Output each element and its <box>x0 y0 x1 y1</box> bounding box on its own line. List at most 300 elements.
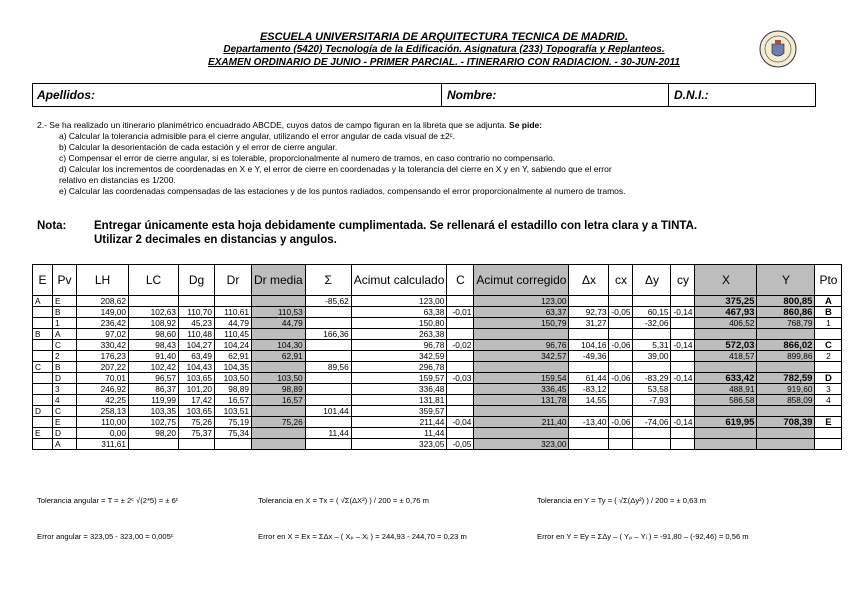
table-row <box>33 307 842 318</box>
table-cell[interactable]: -49,36 <box>569 351 609 362</box>
table-cell[interactable]: 104,43 <box>179 362 215 373</box>
table-cell[interactable]: -83,12 <box>569 384 609 395</box>
table-cell[interactable]: 296,78 <box>351 362 447 373</box>
table-cell[interactable]: 150,79 <box>474 318 569 329</box>
table-cell[interactable]: 97,02 <box>77 329 129 340</box>
column-header: Y <box>757 265 815 296</box>
table-cell[interactable]: E <box>815 417 842 428</box>
table-cell[interactable]: 176,23 <box>77 351 129 362</box>
table-cell[interactable]: 62,91 <box>215 351 252 362</box>
table-cell[interactable]: 110,70 <box>179 307 215 318</box>
table-row <box>33 417 842 428</box>
table-cell[interactable]: 42,25 <box>77 395 129 406</box>
table-cell[interactable] <box>671 406 695 417</box>
table-cell[interactable]: 633,42 <box>695 373 757 384</box>
table-cell[interactable]: -0,14 <box>671 307 695 318</box>
table-cell[interactable] <box>474 329 569 340</box>
table-cell[interactable]: 44,79 <box>215 318 252 329</box>
table-cell[interactable]: 44,79 <box>252 318 306 329</box>
question-item: relativo en distancias es 1/200. <box>59 175 176 185</box>
column-header: Δy <box>633 265 671 296</box>
table-row <box>33 406 842 417</box>
table-cell[interactable]: 110,45 <box>215 329 252 340</box>
table-cell[interactable]: A <box>815 296 842 307</box>
table-cell[interactable] <box>252 428 306 439</box>
table-cell[interactable]: 92,73 <box>569 307 609 318</box>
table-cell[interactable]: 75,26 <box>252 417 306 428</box>
table-cell[interactable]: E <box>53 296 77 307</box>
table-cell[interactable] <box>305 439 351 450</box>
table-cell[interactable]: 16,57 <box>215 395 252 406</box>
table-cell[interactable]: 102,42 <box>129 362 179 373</box>
table-cell[interactable] <box>671 384 695 395</box>
error-y: Error en Y = Ey = ΣΔy – ( Yₚ – Yᵢ ) = -91,80 – (-92,46) = 0,56 m <box>537 532 749 541</box>
table-cell[interactable]: C <box>53 406 77 417</box>
table-cell[interactable] <box>252 439 306 450</box>
table-cell[interactable]: 102,75 <box>129 417 179 428</box>
table-cell[interactable]: 98,60 <box>129 329 179 340</box>
table-cell[interactable]: 103,50 <box>252 373 306 384</box>
table-cell[interactable]: 311,61 <box>77 439 129 450</box>
table-cell[interactable] <box>609 362 633 373</box>
table-cell[interactable]: 418,57 <box>695 351 757 362</box>
table-cell[interactable]: 919,60 <box>757 384 815 395</box>
table-cell[interactable] <box>474 406 569 417</box>
table-cell[interactable] <box>305 307 351 318</box>
table-cell[interactable]: -0,04 <box>447 417 474 428</box>
table-cell[interactable]: -74,06 <box>633 417 671 428</box>
table-cell[interactable]: 3 <box>815 384 842 395</box>
table-row <box>33 351 842 362</box>
table-cell[interactable]: -0,06 <box>609 373 633 384</box>
table-cell[interactable] <box>569 428 609 439</box>
table-cell[interactable]: 768,79 <box>757 318 815 329</box>
table-cell[interactable] <box>305 318 351 329</box>
column-header: LC <box>129 265 179 296</box>
table-cell[interactable] <box>447 351 474 362</box>
table-cell[interactable]: 110,53 <box>252 307 306 318</box>
table-cell[interactable] <box>757 406 815 417</box>
question-intro: 2.- Se ha realizado un itinerario planimétrico encuadrado ABCDE, cuyos datos de campo figuran en la libreta que se adjunta. Se pide: <box>37 120 543 130</box>
table-cell[interactable] <box>305 351 351 362</box>
table-cell[interactable]: 323,05 <box>351 439 447 450</box>
table-cell[interactable]: A <box>53 329 77 340</box>
table-cell[interactable]: 14,55 <box>569 395 609 406</box>
column-header: Acimut corregido <box>474 265 569 296</box>
table-cell[interactable]: 619,95 <box>695 417 757 428</box>
table-cell[interactable]: 75,34 <box>215 428 252 439</box>
table-cell[interactable] <box>609 395 633 406</box>
table-cell[interactable] <box>569 329 609 340</box>
table-cell[interactable] <box>179 439 215 450</box>
table-cell[interactable]: 263,38 <box>351 329 447 340</box>
table-cell[interactable] <box>695 329 757 340</box>
table-cell[interactable]: 0,00 <box>77 428 129 439</box>
table-cell[interactable]: 53,58 <box>633 384 671 395</box>
table-cell[interactable]: 150,80 <box>351 318 447 329</box>
table-cell[interactable]: 70,01 <box>77 373 129 384</box>
table-cell[interactable] <box>757 428 815 439</box>
table-cell[interactable] <box>305 384 351 395</box>
table-cell[interactable]: 330,42 <box>77 340 129 351</box>
table-cell[interactable]: 45,23 <box>179 318 215 329</box>
table-cell[interactable] <box>671 395 695 406</box>
column-header: Σ <box>305 265 351 296</box>
table-cell[interactable]: 103,35 <box>129 406 179 417</box>
table-cell[interactable]: C <box>33 362 53 373</box>
table-cell[interactable]: E <box>33 428 53 439</box>
table-cell[interactable] <box>447 362 474 373</box>
table-cell[interactable] <box>609 406 633 417</box>
table-cell[interactable]: 75,19 <box>215 417 252 428</box>
table-cell[interactable] <box>757 439 815 450</box>
table-cell[interactable] <box>569 406 609 417</box>
table-cell[interactable] <box>305 340 351 351</box>
table-cell[interactable]: 1 <box>53 318 77 329</box>
table-cell[interactable]: 103,65 <box>179 373 215 384</box>
table-cell[interactable] <box>252 406 306 417</box>
table-cell[interactable] <box>474 362 569 373</box>
table-cell[interactable] <box>569 439 609 450</box>
table-cell[interactable]: D <box>33 406 53 417</box>
table-cell[interactable]: 17,42 <box>179 395 215 406</box>
table-cell[interactable] <box>33 307 53 318</box>
column-header: E <box>33 265 53 296</box>
table-cell[interactable]: 123,00 <box>474 296 569 307</box>
column-header: Pto <box>815 265 842 296</box>
table-cell[interactable]: 119,99 <box>129 395 179 406</box>
table-cell[interactable]: B <box>53 307 77 318</box>
table-cell[interactable] <box>671 362 695 373</box>
table-cell[interactable] <box>447 318 474 329</box>
table-cell[interactable]: -0,06 <box>609 417 633 428</box>
table-cell[interactable] <box>569 362 609 373</box>
table-cell[interactable]: 31,27 <box>569 318 609 329</box>
table-cell[interactable] <box>305 395 351 406</box>
question-item: a) Calcular la tolerancia admisible para el cierre angular, utilizando el error angular de cada visual de ±2ᶜ. <box>59 131 456 141</box>
table-cell[interactable] <box>33 318 53 329</box>
table-cell[interactable]: -85,62 <box>305 296 351 307</box>
table-cell[interactable]: -0,03 <box>447 373 474 384</box>
table-cell[interactable]: 104,27 <box>179 340 215 351</box>
table-cell[interactable]: 39,00 <box>633 351 671 362</box>
table-cell[interactable]: 101,20 <box>179 384 215 395</box>
table-cell[interactable]: -0,01 <box>447 307 474 318</box>
table-cell[interactable]: 2 <box>53 351 77 362</box>
table-cell[interactable] <box>447 296 474 307</box>
table-cell[interactable]: 342,59 <box>351 351 447 362</box>
table-cell[interactable]: 860,86 <box>757 307 815 318</box>
table-cell[interactable]: 131,78 <box>474 395 569 406</box>
table-cell[interactable]: A <box>53 439 77 450</box>
table-cell[interactable]: 101,44 <box>305 406 351 417</box>
table-cell[interactable]: 75,26 <box>179 417 215 428</box>
table-cell[interactable]: 336,45 <box>474 384 569 395</box>
table-cell[interactable]: 406,52 <box>695 318 757 329</box>
table-cell[interactable]: 323,00 <box>474 439 569 450</box>
question-list <box>59 131 626 197</box>
nota-label: Nota: <box>37 220 67 232</box>
table-cell[interactable] <box>252 329 306 340</box>
table-cell[interactable]: 108,92 <box>129 318 179 329</box>
table-cell[interactable] <box>633 362 671 373</box>
column-header: Pv <box>53 265 77 296</box>
table-cell[interactable]: 236,42 <box>77 318 129 329</box>
table-cell[interactable]: 708,39 <box>757 417 815 428</box>
table-row <box>33 329 842 340</box>
table-cell[interactable] <box>633 296 671 307</box>
table-cell[interactable] <box>33 439 53 450</box>
table-cell[interactable]: D <box>53 373 77 384</box>
table-cell[interactable] <box>695 428 757 439</box>
table-cell[interactable]: 166,36 <box>305 329 351 340</box>
table-cell[interactable]: 211,40 <box>474 417 569 428</box>
table-cell[interactable]: C <box>53 340 77 351</box>
table-cell[interactable] <box>447 384 474 395</box>
table-cell[interactable]: 86,37 <box>129 384 179 395</box>
table-cell[interactable]: 103,50 <box>215 373 252 384</box>
table-cell[interactable]: 110,61 <box>215 307 252 318</box>
table-cell[interactable]: 96,78 <box>351 340 447 351</box>
table-cell[interactable]: 5,31 <box>633 340 671 351</box>
table-cell[interactable]: 336,48 <box>351 384 447 395</box>
table-cell[interactable] <box>695 406 757 417</box>
table-cell[interactable]: 98,20 <box>129 428 179 439</box>
tolerancia-angular: Tolerancia angular = T = ± 2ᶜ √(2*5) = ± 6ᶜ <box>37 496 179 505</box>
column-header: Dr <box>215 265 252 296</box>
table-cell[interactable] <box>129 439 179 450</box>
table-row <box>33 428 842 439</box>
table-cell[interactable] <box>609 351 633 362</box>
table-cell[interactable]: 98,89 <box>252 384 306 395</box>
table-cell[interactable]: -13,40 <box>569 417 609 428</box>
dni-label[interactable]: D.N.I.: <box>674 88 709 102</box>
table-row <box>33 340 842 351</box>
table-cell[interactable]: 782,59 <box>757 373 815 384</box>
table-cell[interactable] <box>815 428 842 439</box>
table-cell[interactable] <box>33 384 53 395</box>
table-cell[interactable]: D <box>815 373 842 384</box>
table-row <box>33 395 842 406</box>
table-cell[interactable] <box>474 428 569 439</box>
error-x: Error en X = Ex = ΣΔx – ( Xₚ – Xᵢ ) = 244,93 - 244,70 = 0,23 m <box>258 532 467 541</box>
column-header: C <box>447 265 474 296</box>
table-cell[interactable]: 3 <box>53 384 77 395</box>
nombre-label[interactable]: Nombre: <box>447 88 497 102</box>
table-cell[interactable] <box>609 384 633 395</box>
table-cell[interactable] <box>695 362 757 373</box>
column-header: X <box>695 265 757 296</box>
table-cell[interactable] <box>671 428 695 439</box>
table-cell[interactable]: 103,65 <box>179 406 215 417</box>
table-cell[interactable]: D <box>53 428 77 439</box>
exam-line: EXAMEN ORDINARIO DE JUNIO - PRIMER PARCIAL. - ITINERARIO CON RADIACION. - 30-JUN-2011 <box>208 57 680 68</box>
table-cell[interactable]: 96,76 <box>474 340 569 351</box>
table-cell[interactable] <box>33 340 53 351</box>
table-cell[interactable]: 246,92 <box>77 384 129 395</box>
table-cell[interactable] <box>815 406 842 417</box>
nota-line-2: Utilizar 2 decimales en distancias y angulos. <box>94 234 337 246</box>
table-cell[interactable] <box>633 439 671 450</box>
table-cell[interactable] <box>447 406 474 417</box>
table-cell[interactable] <box>305 417 351 428</box>
table-cell[interactable] <box>252 362 306 373</box>
table-cell[interactable] <box>695 439 757 450</box>
table-cell[interactable]: 98,43 <box>129 340 179 351</box>
table-cell[interactable] <box>447 329 474 340</box>
table-cell[interactable]: 11,44 <box>305 428 351 439</box>
table-cell[interactable] <box>815 362 842 373</box>
table-cell[interactable]: -7,93 <box>633 395 671 406</box>
table-cell[interactable]: 4 <box>815 395 842 406</box>
table-cell[interactable] <box>215 439 252 450</box>
table-cell[interactable] <box>252 296 306 307</box>
table-cell[interactable]: 159,54 <box>474 373 569 384</box>
table-cell[interactable]: 858,09 <box>757 395 815 406</box>
table-cell[interactable]: 104,24 <box>215 340 252 351</box>
table-cell[interactable] <box>671 296 695 307</box>
table-cell[interactable]: 62,91 <box>252 351 306 362</box>
table-cell[interactable]: -0,14 <box>671 340 695 351</box>
table-cell[interactable] <box>633 329 671 340</box>
column-header: Δx <box>569 265 609 296</box>
table-cell[interactable]: 342,57 <box>474 351 569 362</box>
table-cell[interactable]: E <box>53 417 77 428</box>
column-header: cy <box>671 265 695 296</box>
table-cell[interactable]: 102,63 <box>129 307 179 318</box>
table-cell[interactable]: 1 <box>815 318 842 329</box>
table-cell[interactable] <box>671 439 695 450</box>
table-cell[interactable]: 572,03 <box>695 340 757 351</box>
table-cell[interactable] <box>305 373 351 384</box>
table-cell[interactable] <box>33 373 53 384</box>
table-cell[interactable]: -0,06 <box>609 340 633 351</box>
table-cell[interactable]: C <box>815 340 842 351</box>
table-cell[interactable]: 4 <box>53 395 77 406</box>
table-cell[interactable]: 149,00 <box>77 307 129 318</box>
table-cell[interactable]: 96,57 <box>129 373 179 384</box>
table-cell[interactable]: 104,16 <box>569 340 609 351</box>
table-cell[interactable]: -32,06 <box>633 318 671 329</box>
table-cell[interactable]: 586,58 <box>695 395 757 406</box>
table-cell[interactable] <box>33 417 53 428</box>
table-cell[interactable]: 61,44 <box>569 373 609 384</box>
table-cell[interactable]: 258,13 <box>77 406 129 417</box>
table-cell[interactable]: B <box>815 307 842 318</box>
table-cell[interactable]: 123,00 <box>351 296 447 307</box>
column-header: cx <box>609 265 633 296</box>
table-cell[interactable]: -0,14 <box>671 373 695 384</box>
nota-line-1: Entregar únicamente esta hoja debidamente cumplimentada. Se rellenará el estadillo con letra clara y a TINTA. <box>94 220 698 232</box>
table-cell[interactable] <box>609 296 633 307</box>
table-cell[interactable]: 104,30 <box>252 340 306 351</box>
table-cell[interactable]: -83,29 <box>633 373 671 384</box>
table-cell[interactable]: 16,57 <box>252 395 306 406</box>
table-cell[interactable]: 131,81 <box>351 395 447 406</box>
table-cell[interactable]: -0,14 <box>671 417 695 428</box>
table-cell[interactable] <box>609 439 633 450</box>
table-cell[interactable] <box>33 395 53 406</box>
table-cell[interactable] <box>609 329 633 340</box>
table-cell[interactable] <box>609 428 633 439</box>
table-cell[interactable]: -0,05 <box>447 439 474 450</box>
table-cell[interactable]: 110,48 <box>179 329 215 340</box>
table-cell[interactable]: 110,00 <box>77 417 129 428</box>
column-header: Acimut calculado <box>351 265 447 296</box>
table-cell[interactable]: 63,37 <box>474 307 569 318</box>
column-header: Dg <box>179 265 215 296</box>
school-title: ESCUELA UNIVERSITARIA DE ARQUITECTURA TECNICA DE MADRID. <box>259 31 629 43</box>
table-cell[interactable]: 208,62 <box>77 296 129 307</box>
table-cell[interactable] <box>671 318 695 329</box>
table-cell[interactable]: 866,02 <box>757 340 815 351</box>
table-cell[interactable]: 375,25 <box>695 296 757 307</box>
table-cell[interactable]: 60,15 <box>633 307 671 318</box>
table-cell[interactable]: 2 <box>815 351 842 362</box>
table-cell[interactable] <box>447 395 474 406</box>
question-item: e) Calcular las coordenadas compensadas de las estaciones y de los puntos radiados, compensando el error proporcionalmente al numero de tramos. <box>59 186 626 196</box>
department-line: Departamento (5420) Tecnología de la Edificación. Asignatura (233) Topografía y Replanteos. <box>223 44 665 55</box>
table-cell[interactable]: A <box>33 296 53 307</box>
field-book-table <box>32 264 842 450</box>
table-cell[interactable] <box>815 329 842 340</box>
table-cell[interactable] <box>757 329 815 340</box>
table-cell[interactable]: -0,05 <box>609 307 633 318</box>
apellidos-label[interactable]: Apellidos: <box>37 88 96 102</box>
table-cell[interactable]: B <box>53 362 77 373</box>
table-cell[interactable] <box>179 296 215 307</box>
tolerancia-x: Tolerancia en X = Tx = ( √Σ(ΔX²) ) / 200 = ± 0,76 m <box>258 496 429 505</box>
table-cell[interactable]: 800,85 <box>757 296 815 307</box>
table-cell[interactable]: 159,57 <box>351 373 447 384</box>
table-cell[interactable] <box>215 296 252 307</box>
table-cell[interactable] <box>129 296 179 307</box>
table-cell[interactable]: 207,22 <box>77 362 129 373</box>
table-cell[interactable]: 211,44 <box>351 417 447 428</box>
table-cell[interactable] <box>633 428 671 439</box>
table-cell[interactable]: 75,37 <box>179 428 215 439</box>
table-cell[interactable]: B <box>33 329 53 340</box>
table-row <box>33 373 842 384</box>
table-cell[interactable]: 488,91 <box>695 384 757 395</box>
table-cell[interactable]: 98,89 <box>215 384 252 395</box>
table-cell[interactable] <box>671 329 695 340</box>
table-cell[interactable]: 11,44 <box>351 428 447 439</box>
table-cell[interactable] <box>815 439 842 450</box>
table-cell[interactable] <box>609 318 633 329</box>
student-data-box <box>32 83 816 107</box>
table-cell[interactable]: 899,86 <box>757 351 815 362</box>
table-cell[interactable]: 91,40 <box>129 351 179 362</box>
table-cell[interactable] <box>33 351 53 362</box>
table-cell[interactable] <box>447 428 474 439</box>
column-header: Dr media <box>252 265 306 296</box>
table-cell[interactable] <box>757 362 815 373</box>
table-cell[interactable] <box>671 351 695 362</box>
table-cell[interactable]: 63,38 <box>351 307 447 318</box>
table-cell[interactable]: 467,93 <box>695 307 757 318</box>
table-cell[interactable]: 89,56 <box>305 362 351 373</box>
table-header-row <box>33 265 842 296</box>
university-seal-icon <box>759 30 797 68</box>
table-cell[interactable] <box>569 296 609 307</box>
table-cell[interactable]: 63,49 <box>179 351 215 362</box>
table-cell[interactable]: 359,57 <box>351 406 447 417</box>
table-cell[interactable]: -0,02 <box>447 340 474 351</box>
table-cell[interactable] <box>633 406 671 417</box>
table-cell[interactable]: 104,35 <box>215 362 252 373</box>
table-cell[interactable]: 103,51 <box>215 406 252 417</box>
